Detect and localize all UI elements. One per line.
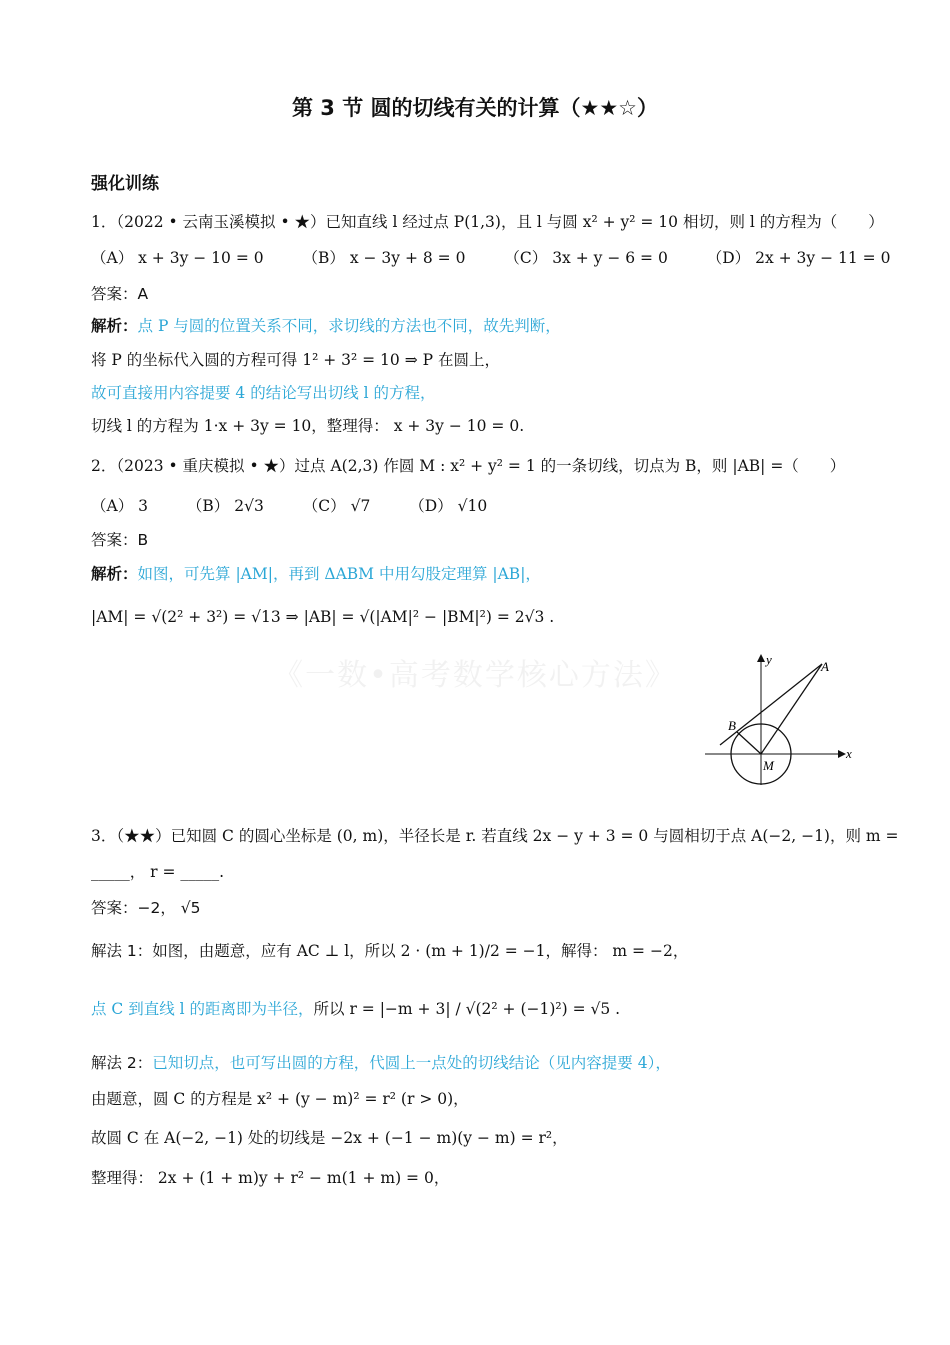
point-m-label: M: [763, 758, 774, 773]
q2-analysis-line2: |AM| = √(2² + 3²) = √13 ⇒ |AB| = √(|AM|² − |BM|²) = 2√3 .: [91, 608, 555, 626]
q3-method1-text2-blue: 点 C 到直线 l 的距离即为半径，: [91, 1000, 314, 1018]
q1-analysis-label: 解析：: [91, 317, 138, 335]
q2-option-a: （A） 3: [91, 497, 148, 515]
q1-option-d: （D） 2x + 3y − 11 = 0: [706, 249, 891, 267]
q2-analysis-label: 解析：: [91, 565, 138, 583]
q2-option-c: （C） √7: [302, 497, 371, 515]
q1-analysis-line4: 切线 l 的方程为 1·x + 3y = 10，整理得： x + 3y − 10 = 0.: [91, 417, 525, 435]
y-label: y: [766, 652, 772, 667]
q3-stem-line1: 3．（★★）已知圆 C 的圆心坐标是 (0, m)，半径长是 r. 若直线 2x − y + 3 = 0 与圆相切于点 A(−2, −1)，则 m =: [91, 827, 899, 845]
watermark: 《一数•高考数学核心方法》: [273, 658, 677, 693]
q3-method1-text2: 所以 r = |−m + 3| / √(2² + (−1)²) = √5 .: [313, 1000, 621, 1018]
q2-figure: [700, 650, 860, 790]
x-label: x: [846, 746, 852, 761]
section-heading: 强化训练: [91, 174, 159, 194]
q3-answer: 答案：−2， √5: [91, 899, 201, 917]
q3-method1-label: 解法 1：: [91, 942, 153, 960]
q2-answer: 答案：B: [91, 531, 149, 549]
q2-stem: 2．（2023 • 重庆模拟 • ★）过点 A(2,3) 作圆 M : x² + y² = 1 的一条切线，切点为 B，则 |AB| =（ ）: [91, 457, 846, 475]
q3-stem-line2: _____， r = _____.: [91, 863, 225, 881]
segment-bm: [737, 732, 761, 754]
q3-method2-text1: 已知切点，也可写出圆的方程，代圆上一点处的切线结论（见内容提要 4），: [152, 1054, 671, 1072]
q1-analysis-text1: 点 P 与圆的位置关系不同，求切线的方法也不同，故先判断，: [137, 317, 561, 335]
q2-options: [91, 494, 521, 516]
q3-method2-line4: 整理得： 2x + (1 + m)y + r² − m(1 + m) = 0，: [91, 1169, 450, 1187]
q1-analysis-line2: 将 P 的坐标代入圆的方程可得 1² + 3² = 10 ⇒ P 在圆上，: [91, 351, 500, 369]
q3-method2-line1: [91, 1051, 671, 1073]
q3-method1-line1: [91, 939, 688, 961]
point-a-label: A: [821, 659, 829, 674]
q1-analysis-line1: [91, 314, 561, 336]
q2-analysis-line1: [91, 562, 541, 584]
q2-option-d: （D） √10: [409, 497, 488, 515]
q3-method2-line3: 故圆 C 在 A(−2, −1) 处的切线是 −2x + (−1 − m)(y − m) = r²，: [91, 1129, 568, 1147]
point-b-label: B: [728, 718, 736, 733]
q1-option-c: （C） 3x + y − 6 = 0: [504, 249, 668, 267]
q1-option-b: （B） x − 3y + 8 = 0: [302, 249, 466, 267]
q2-option-b: （B） 2√3: [186, 497, 264, 515]
q3-method2-label: 解法 2：: [91, 1054, 153, 1072]
q1-option-a: （A） x + 3y − 10 = 0: [91, 249, 264, 267]
q3-method1-line2: [91, 997, 620, 1019]
q3-method1-text1: 如图，由题意，应有 AC ⊥ l，所以 2 · (m + 1)/2 = −1，解得： m = −2，: [152, 942, 689, 960]
q2-analysis-text1: 如图，可先算 |AM|，再到 ΔABM 中用勾股定理算 |AB|，: [137, 565, 541, 583]
segment-am: [761, 664, 822, 754]
q1-answer: 答案：A: [91, 285, 149, 303]
page-title: 第 3 节 圆的切线有关的计算（★★☆）: [291, 96, 659, 120]
q1-stem: 1．（2022 • 云南玉溪模拟 • ★）已知直线 l 经过点 P(1,3)，且 l 与圆 x² + y² = 10 相切，则 l 的方程为（ ）: [91, 213, 884, 231]
q1-options: [91, 246, 924, 268]
q3-method2-line2: 由题意，圆 C 的方程是 x² + (y − m)² = r² (r > 0)，: [91, 1090, 469, 1108]
q1-analysis-line3: 故可直接用内容提要 4 的结论写出切线 l 的方程，: [91, 384, 436, 402]
